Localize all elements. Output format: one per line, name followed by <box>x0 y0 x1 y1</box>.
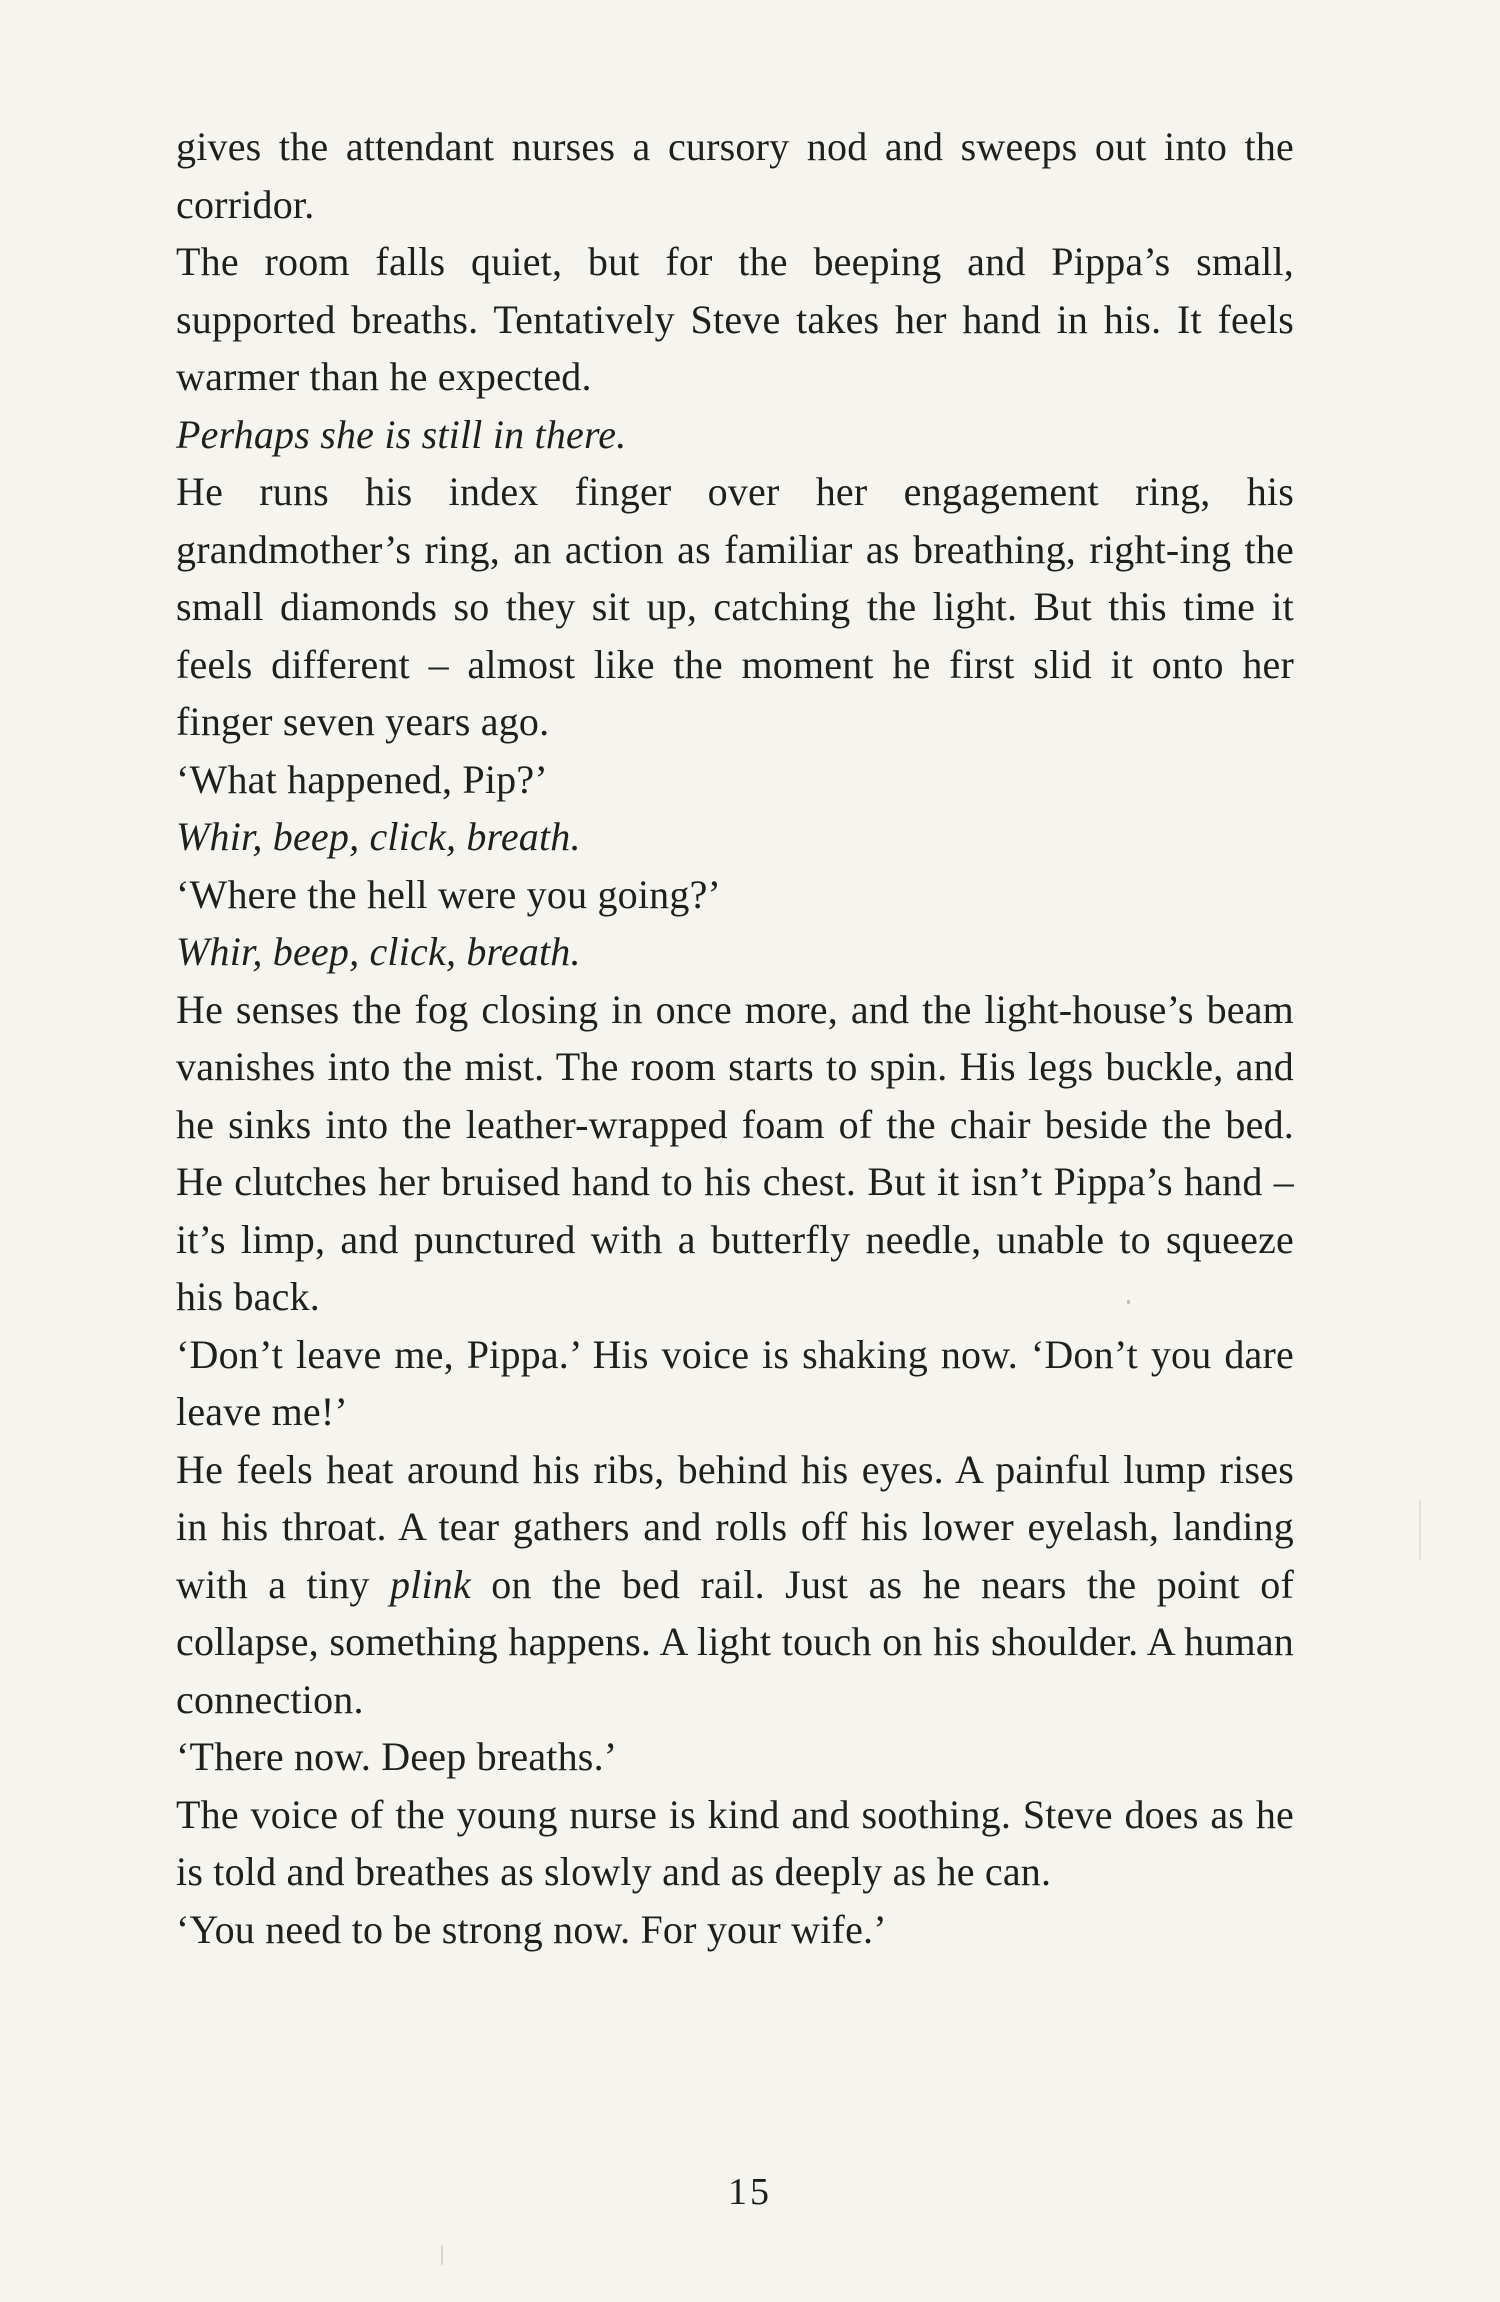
dialogue-dont-leave: ‘Don’t leave me, Pippa.’ His voice is shaking now. ‘Don’t you dare leave me!’ <box>176 1331 1294 1434</box>
paragraph-ring: He runs his index finger over her engagement ring, his grandmother’s ring, an action as familiar as breathing, right-ing the small diamonds so they sit up, catching the light. But this time it feels different – almost like the moment he first slid it onto her finger seven years ago. <box>176 469 1294 744</box>
paragraph-tear-before: He feels heat around his ribs, behind his eyes. A painful lump rises in his throat. A tear gathers and rolls off his lower eyelash, landing with a tiny <box>176 1446 1294 1607</box>
paragraph-fog: He senses the fog closing in once more, and the light-house’s beam vanishes into the mist. The room starts to spin. His legs buckle, and he sinks into the leather-wrapped foam of the chair beside the bed. He clutches her bruised hand to his chest. But it isn’t Pippa’s hand – it’s limp, and punctured with a butterfly needle, unable to squeeze his back. <box>176 986 1294 1319</box>
dialogue-be-strong: ‘You need to be strong now. For your wife.’ <box>176 1906 887 1952</box>
paragraph-room-quiet: The room falls quiet, but for the beeping and Pippa’s small, supported breaths. Tentatively Steve takes her hand in his. It feels warmer than he expected. <box>176 239 1294 399</box>
body-text <box>176 118 1294 1958</box>
dialogue-what-happened: ‘What happened, Pip?’ <box>176 756 548 802</box>
scan-speck <box>441 2245 443 2265</box>
paragraph-tear-italic-word: plink <box>389 1561 471 1607</box>
scan-speck <box>1419 1500 1421 1560</box>
paragraph-nurse-voice: The voice of the young nurse is kind and soothing. Steve does as he is told and breathes as slowly and as deeply as he can. <box>176 1791 1294 1894</box>
scan-speck <box>1127 1300 1130 1304</box>
sound-line-1: Whir, beep, click, breath. <box>176 814 581 859</box>
dialogue-where-going: ‘Where the hell were you going?’ <box>176 871 722 917</box>
paragraph-thought: Perhaps she is still in there. <box>176 411 627 457</box>
dialogue-deep-breaths: ‘There now. Deep breaths.’ <box>176 1734 618 1779</box>
page-number: 15 <box>728 2171 772 2213</box>
paragraph-tear <box>176 1441 1294 1729</box>
paragraph-tear-after: on the bed rail. Just as he nears the point of collapse, something happens. A light touch on his shoulder. A human connection. <box>176 1561 1294 1722</box>
sound-line-2: Whir, beep, click, breath. <box>176 929 581 974</box>
paragraph-continuation: gives the attendant nurses a cursory nod and sweeps out into the corridor. <box>176 124 1294 227</box>
